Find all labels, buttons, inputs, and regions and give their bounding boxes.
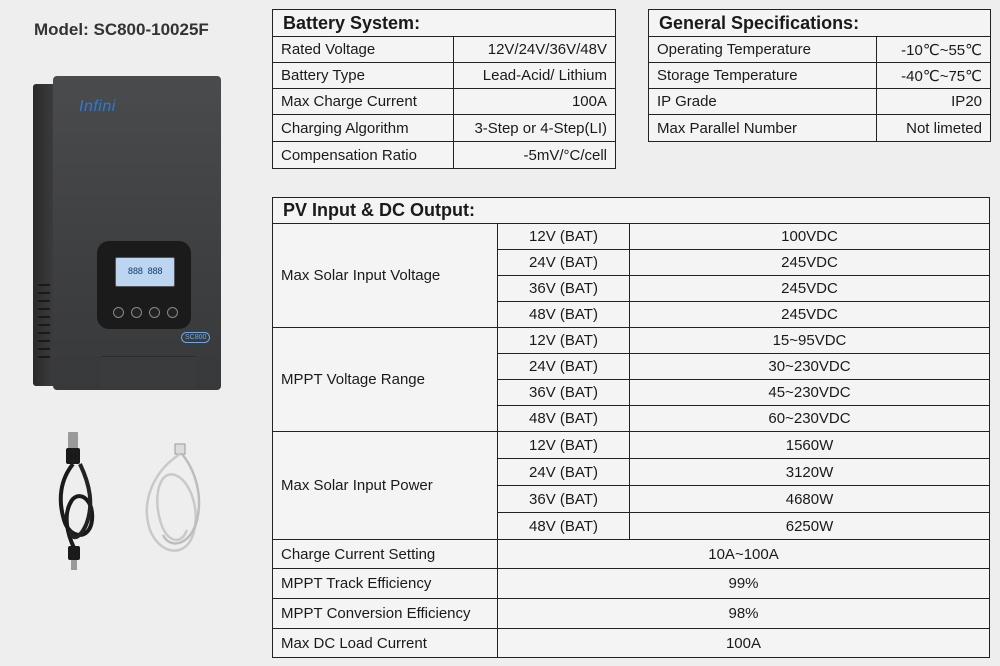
spec-value: -5mV/°C/cell bbox=[454, 142, 616, 169]
battery-voltage-cell: 36V (BAT) bbox=[498, 276, 630, 302]
battery-voltage-cell: 12V (BAT) bbox=[498, 224, 630, 250]
pv-input-title: PV Input & DC Output: bbox=[273, 198, 990, 224]
spec-label: Max Charge Current bbox=[273, 89, 454, 115]
spec-value: 60~230VDC bbox=[630, 406, 990, 432]
battery-voltage-cell: 24V (BAT) bbox=[498, 250, 630, 276]
brand-logo: Infini bbox=[79, 98, 116, 115]
spec-label: Charging Algorithm bbox=[273, 115, 454, 142]
control-panel bbox=[97, 241, 191, 329]
battery-voltage-cell: 36V (BAT) bbox=[498, 486, 630, 513]
spec-value: 245VDC bbox=[630, 276, 990, 302]
battery-voltage-cell: 12V (BAT) bbox=[498, 432, 630, 459]
group-label: Max Solar Input Power bbox=[273, 432, 498, 540]
spec-value: 3120W bbox=[630, 459, 990, 486]
usb-cable-image bbox=[50, 430, 110, 575]
spec-value: 99% bbox=[498, 569, 990, 599]
battery-voltage-cell: 48V (BAT) bbox=[498, 513, 630, 540]
general-specifications-title: General Specifications: bbox=[649, 10, 991, 37]
spec-label: Charge Current Setting bbox=[273, 540, 498, 569]
spec-value: 1560W bbox=[630, 432, 990, 459]
spec-value: 30~230VDC bbox=[630, 354, 990, 380]
spec-value: 100VDC bbox=[630, 224, 990, 250]
spec-value: 15~95VDC bbox=[630, 328, 990, 354]
spec-value: -10℃~55℃ bbox=[877, 37, 991, 63]
spec-label: MPPT Conversion Efficiency bbox=[273, 599, 498, 629]
spec-label: Operating Temperature bbox=[649, 37, 877, 63]
model-label: Model: SC800-10025F bbox=[34, 20, 209, 39]
spec-label: Battery Type bbox=[273, 63, 454, 89]
device-side-vents bbox=[33, 84, 55, 386]
spec-value: 245VDC bbox=[630, 250, 990, 276]
spec-label: Max Parallel Number bbox=[649, 115, 877, 142]
group-label: Max Solar Input Voltage bbox=[273, 224, 498, 328]
inverter-image bbox=[33, 76, 221, 390]
panel-button bbox=[131, 307, 142, 318]
spec-value: 4680W bbox=[630, 486, 990, 513]
panel-button bbox=[167, 307, 178, 318]
battery-system-title: Battery System: bbox=[273, 10, 616, 37]
battery-voltage-cell: 24V (BAT) bbox=[498, 354, 630, 380]
spec-value: Lead-Acid/ Lithium bbox=[454, 63, 616, 89]
battery-voltage-cell: 24V (BAT) bbox=[498, 459, 630, 486]
spec-value: 98% bbox=[498, 599, 990, 629]
spec-value: Not limeted bbox=[877, 115, 991, 142]
spec-label: Compensation Ratio bbox=[273, 142, 454, 169]
battery-voltage-cell: 12V (BAT) bbox=[498, 328, 630, 354]
spec-value: 10A~100A bbox=[498, 540, 990, 569]
battery-voltage-cell: 48V (BAT) bbox=[498, 406, 630, 432]
spec-label: Storage Temperature bbox=[649, 63, 877, 89]
battery-voltage-cell: 48V (BAT) bbox=[498, 302, 630, 328]
spec-label: Max DC Load Current bbox=[273, 629, 498, 658]
spec-value: 6250W bbox=[630, 513, 990, 540]
device-front bbox=[53, 76, 221, 390]
panel-button bbox=[113, 307, 124, 318]
spec-value: 12V/24V/36V/48V bbox=[454, 37, 616, 63]
battery-voltage-cell: 36V (BAT) bbox=[498, 380, 630, 406]
spec-label: IP Grade bbox=[649, 89, 877, 115]
spec-value: IP20 bbox=[877, 89, 991, 115]
terminal-cover bbox=[101, 356, 196, 387]
spec-label: MPPT Track Efficiency bbox=[273, 569, 498, 599]
battery-system-table bbox=[272, 9, 616, 169]
spec-value: -40℃~75℃ bbox=[877, 63, 991, 89]
panel-button bbox=[149, 307, 160, 318]
group-label: MPPT Voltage Range bbox=[273, 328, 498, 432]
spec-value: 100A bbox=[454, 89, 616, 115]
lcd-display: 888 888 bbox=[115, 257, 175, 287]
general-specifications-table bbox=[648, 9, 991, 142]
spec-value: 100A bbox=[498, 629, 990, 658]
spec-value: 3-Step or 4-Step(LI) bbox=[454, 115, 616, 142]
spec-value: 245VDC bbox=[630, 302, 990, 328]
spec-label: Rated Voltage bbox=[273, 37, 454, 63]
spec-value: 45~230VDC bbox=[630, 380, 990, 406]
pv-input-dc-output-table bbox=[272, 197, 990, 658]
model-badge: SC800 bbox=[181, 332, 210, 343]
communication-cable-image bbox=[135, 440, 210, 565]
